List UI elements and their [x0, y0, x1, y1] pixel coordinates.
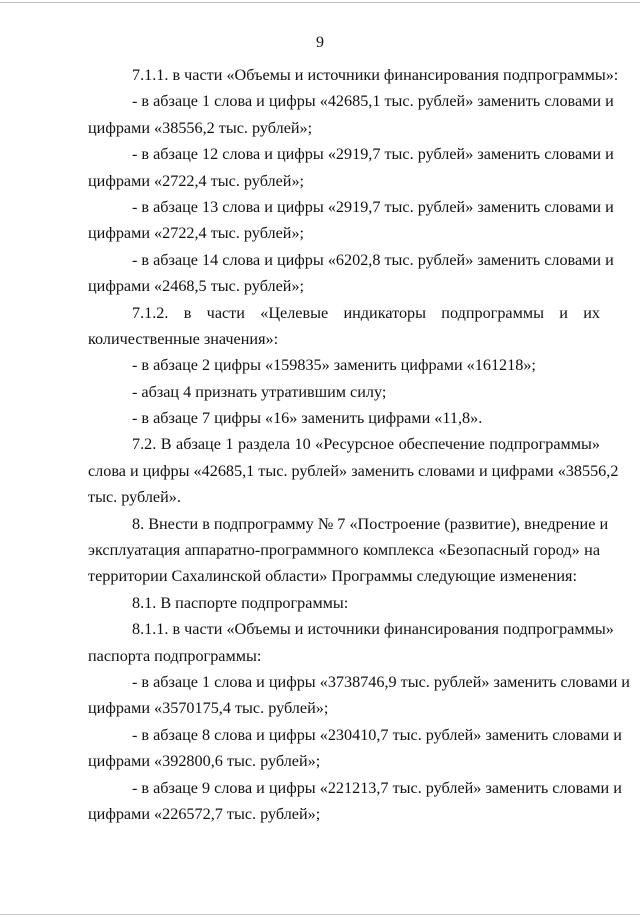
text-line: 7.1.2. в части «Целевые индикаторы подпрограммы и их: [132, 303, 600, 322]
text-line: тыс. рублей».: [88, 488, 181, 507]
text-line: количественные значения»:: [88, 329, 279, 348]
text-line: эксплуатация аппаратно-программного комплекса «Безопасный город» на: [88, 541, 600, 560]
text-line: - в абзаце 1 слова и цифры «3738746,9 тыс. рублей» заменить словами и: [132, 672, 630, 691]
text-line: - в абзаце 8 слова и цифры «230410,7 тыс. рублей» заменить словами и: [132, 725, 622, 744]
text-line: слова и цифры «42685,1 тыс. рублей» заменить словами и цифрами «38556,2: [88, 461, 619, 480]
text-line: цифрами «2722,4 тыс. рублей»;: [88, 171, 305, 190]
text-line: цифрами «38556,2 тыс. рублей»;: [88, 118, 313, 137]
text-line: - в абзаце 12 слова и цифры «2919,7 тыс. рублей» заменить словами и: [132, 145, 614, 164]
scan-bottom-edge: [0, 914, 640, 915]
text-line: 7.1.1. в части «Объемы и источники финансирования подпрограммы»:: [132, 66, 619, 84]
scan-top-edge: [0, 2, 640, 3]
text-line: цифрами «3570175,4 тыс. рублей»;: [88, 699, 329, 718]
text-line: - в абзаце 2 цифры «159835» заменить цифрами «161218»;: [132, 356, 536, 375]
text-line: - абзац 4 признать утратившим силу;: [132, 382, 387, 401]
text-line: 8.1.1. в части «Объемы и источники финансирования подпрограммы»: [132, 620, 614, 639]
text-line: - в абзаце 7 цифры «16» заменить цифрами «11,8».: [132, 409, 483, 428]
text-line: - в абзаце 13 слова и цифры «2919,7 тыс. рублей» заменить словами и: [132, 197, 614, 216]
text-line: паспорта подпрограммы:: [88, 646, 262, 665]
text-line: 8.1. В паспорте подпрограммы:: [132, 593, 349, 612]
text-line: - в абзаце 14 слова и цифры «6202,8 тыс. рублей» заменить словами и: [132, 250, 614, 269]
document-body: [88, 62, 630, 827]
text-line: - в абзаце 1 слова и цифры «42685,1 тыс. рублей» заменить словами и: [132, 92, 614, 111]
text-line: 7.2. В абзаце 1 раздела 10 «Ресурсное обеспечение подпрограммы»: [132, 435, 600, 454]
text-line: цифрами «2722,4 тыс. рублей»;: [88, 224, 305, 243]
text-line: 8. Внести в подпрограмму № 7 «Построение (развитие), внедрение и: [132, 514, 609, 533]
text-line: цифрами «226572,7 тыс. рублей»;: [88, 804, 321, 823]
text-line: территории Сахалинской области» Программы следующие изменения:: [88, 567, 577, 586]
text-line: цифрами «392800,6 тыс. рублей»;: [88, 752, 321, 771]
page-number: 9: [316, 34, 324, 51]
text-line: цифрами «2468,5 тыс. рублей»;: [88, 277, 305, 296]
text-line: - в абзаце 9 слова и цифры «221213,7 тыс. рублей» заменить словами и: [132, 778, 622, 797]
